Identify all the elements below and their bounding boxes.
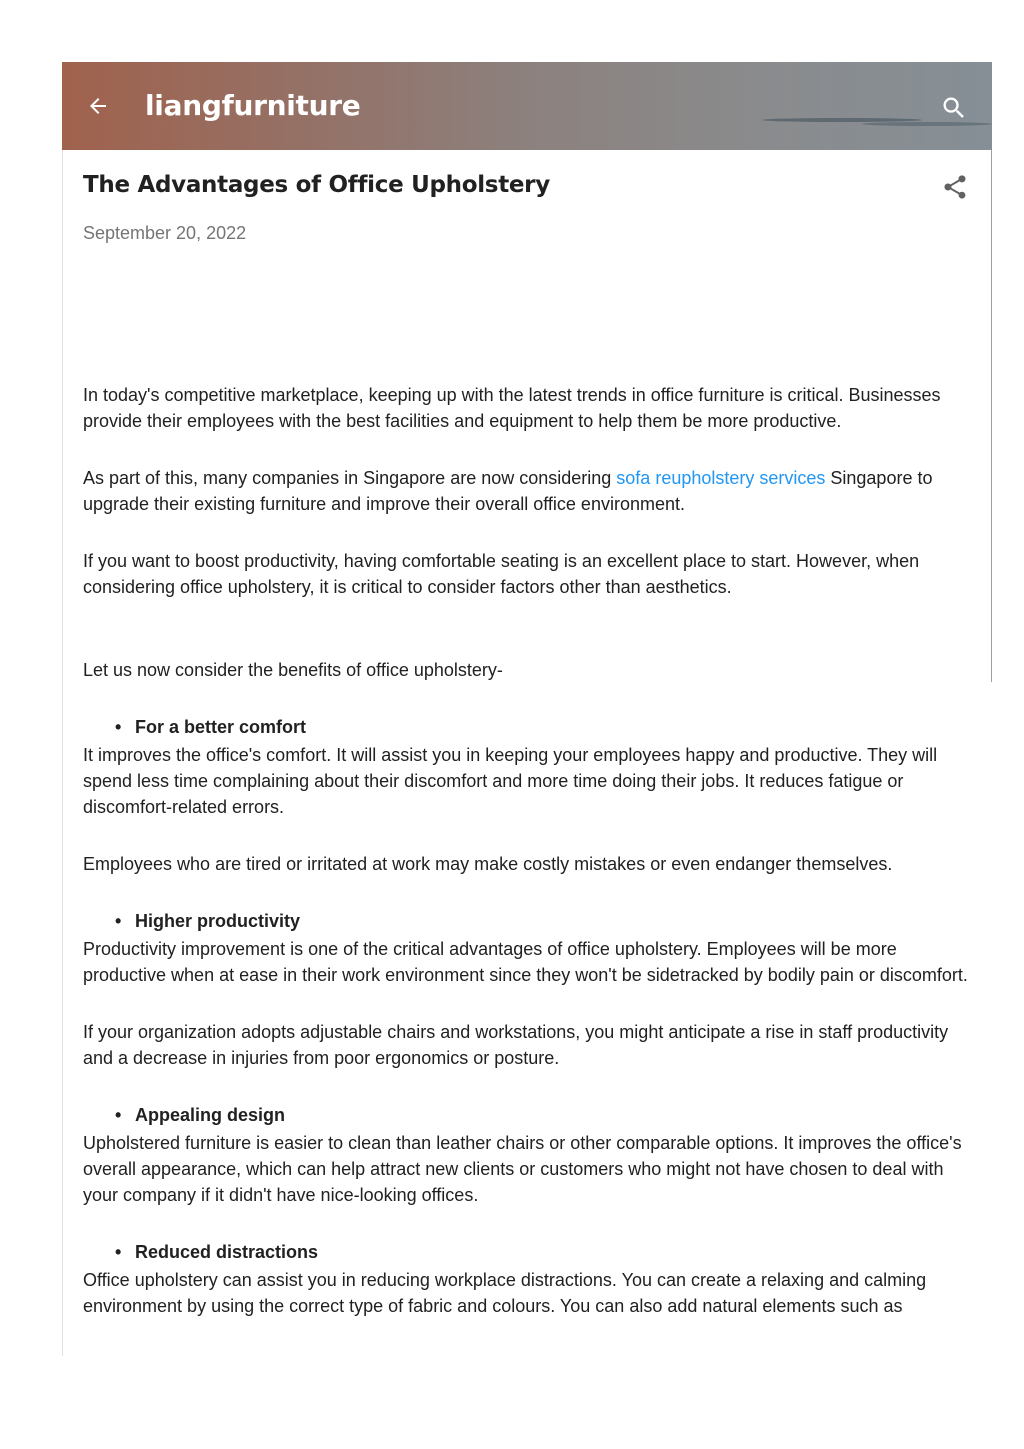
section-heading-text: Higher productivity [135,911,301,931]
header-bar [62,62,992,150]
paragraph: Employees who are tired or irritated at work may make costly mistakes or even endanger themselves. [83,854,893,874]
section-heading [83,1102,976,1128]
search-icon [940,94,968,122]
content-border-right [991,150,992,682]
section-heading-text: Reduced distractions [135,1242,319,1262]
blog-title[interactable]: liangfurniture [145,89,361,122]
bullet: • [115,1242,122,1262]
section-heading-text: Appealing design [135,1105,286,1125]
bullet: • [115,1105,122,1125]
bullet: • [115,911,122,931]
sofa-reupholstery-link[interactable]: sofa reupholstery services [616,468,826,488]
paragraph: Productivity improvement is one of the critical advantages of office upholstery. Employees will be more productive when at ease in their work environment since they won't be sidetracked by bodily pain or discomfort. [83,939,968,985]
paragraph: If you want to boost productivity, having comfortable seating is an excellent place to start. However, when considering office upholstery, it is critical to consider factors other than aesthetics. [83,551,920,597]
content-border-left [62,150,63,1356]
paragraph: Let us now consider the benefits of office upholstery- [83,660,503,680]
paragraph: Upholstered furniture is easier to clean than leather chairs or other comparable options. It improves the office's overall appearance, which can help attract new clients or customers who might not have chosen to deal with your company if it didn't have nice-looking offices. [83,1133,962,1205]
share-button[interactable] [940,172,970,202]
page-frame [62,62,992,1356]
search-button[interactable] [934,88,974,128]
post-body [83,382,976,1350]
post-title: The Advantages of Office Upholstery [83,172,550,198]
paragraph-text: Singapore to upgrade their existing furniture and improve their overall office environment. [83,468,933,514]
paragraph-text: As part of this, many companies in Singapore are now considering [83,468,617,488]
section-heading [83,908,976,934]
post-date: September 20, 2022 [83,223,247,243]
bullet: • [115,717,122,737]
share-icon [941,173,969,201]
paragraph: It improves the office's comfort. It will assist you in keeping your employees happy and productive. They will spend less time complaining about their discomfort and more time doing their jobs. It reduces fatigue or discomfort-related errors. [83,745,938,817]
paragraph: If your organization adopts adjustable chairs and workstations, you might anticipate a rise in staff productivity and a decrease in injuries from poor ergonomics or posture. [83,1022,949,1068]
paragraph: Office upholstery can assist you in reducing workplace distractions. You can create a relaxing and calming environment by using the correct type of fabric and colours. You can also add natural elements such as [83,1270,927,1316]
section-heading [83,714,976,740]
section-heading-text: For a better comfort [135,717,307,737]
section-heading [83,1239,976,1265]
back-button[interactable] [78,86,118,126]
paragraph [83,465,976,517]
paragraph: In today's competitive marketplace, keeping up with the latest trends in office furniture is critical. Businesses provide their employees with the best facilities and equipment to help them be more productive. [83,385,941,431]
arrow-left-icon [86,94,110,118]
